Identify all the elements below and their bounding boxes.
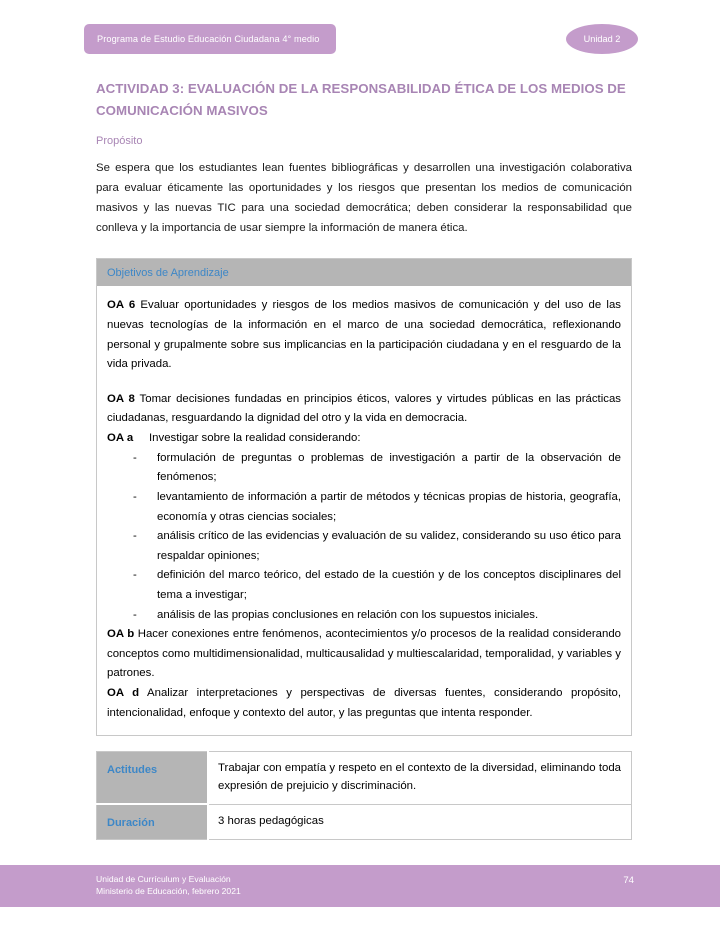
oa-d-block [107,684,621,723]
list-item-text: análisis crítico de las evidencias y evaluación de su validez, considerando su uso ético para respaldar opiniones; [157,530,621,562]
footer-attribution [96,873,241,898]
purpose-label: Propósito [96,135,143,148]
footer-line-1: Unidad de Currículum y Evaluación [96,874,231,884]
list-item-text: definición del marco teórico, del estado de la cuestión y de los conceptos disciplinares del tema a investigar; [157,569,621,601]
oa6-tag: OA 6 [107,299,136,312]
info-row-label-cell [97,752,209,804]
dash-marker-icon: - [133,569,137,582]
list-item-text: formulación de preguntas o problemas de investigación a partir de la observación de fenómenos; [157,451,621,484]
page-content [96,78,632,840]
objetivos-table-header [97,259,631,286]
list-item [107,566,621,605]
duracion-value: 3 horas pedagógicas [218,814,324,827]
dash-marker-icon: - [133,530,137,543]
unit-badge [566,24,638,54]
info-row-value-cell [208,752,632,804]
objetivos-de-aprendizaje-table [96,258,632,736]
oa-a-block [107,429,621,449]
oa-a-tag: OA a [107,432,134,445]
oa-a-text: Investigar sobre la realidad considerando: [149,432,361,445]
activity-info-table [96,751,632,840]
list-item-text: levantamiento de información a partir de métodos y técnicas propias de historia, geografía, economía y otras ciencias sociales; [157,490,621,523]
list-item [107,527,621,566]
oa-d-tag: OA d [107,687,140,700]
table-row [97,752,632,804]
info-row-label-cell [97,804,209,840]
table-row [97,804,632,840]
list-item [107,449,621,488]
oa6-text: Evaluar oportunidades y riesgos de los medios masivos de comunicación y del uso de las nuevas tecnologías de la información en el marco de una sociedad democrática, reflexionando personal y grupalmente sobre sus implicancias en la participación ciudadana y en el resguardo de la vida privada. [107,299,621,371]
list-item-text: análisis de las propias conclusiones en relación con los supuestos iniciales. [157,608,539,621]
list-item [107,488,621,527]
oa-d-text: Analizar interpretaciones y perspectivas de diversas fuentes, considerando propósito, intencionalidad, enfoque y contexto del autor, y las preguntas que intenta responder. [107,687,621,719]
purpose-paragraph: Se espera que los estudiantes lean fuentes bibliográficas y desarrollen una investigación colaborativa para evaluar éticamente las oportunidades y los riesgos que presentan los medios de comunicación masivos y las nuevas TIC para una sociedad democrática; deben considerar la responsabilidad que conlleva y la importancia de usar siempre la información de manera ética. [96,162,632,234]
oa-b-text: Hacer conexiones entre fenómenos, acontecimientos y/o procesos de la realidad considerando conceptos como multidimensionalidad, multicausalidad y multiescalaridad, temporalidad, y variables y patrones. [107,628,621,680]
oa-b-block [107,625,621,684]
oa-b-tag: OA b [107,628,135,641]
list-item [107,606,621,626]
oa6-block [107,296,621,374]
page-title: ACTIVIDAD 3: EVALUACIÓN DE LA RESPONSABILIDAD ÉTICA DE LOS MEDIOS DE COMUNICACIÓN MASIVOS [96,81,626,118]
oa8-tag: OA 8 [107,392,135,405]
dash-marker-icon: - [133,451,137,464]
program-header-label: Programa de Estudio Educación Ciudadana 4° medio [97,34,320,44]
program-header-tab [84,24,336,54]
page-footer [0,865,720,907]
objetivos-table-body [97,286,631,735]
oa8-text: Tomar decisiones fundadas en principios éticos, valores y virtudes públicas en las prácticas ciudadanas, resguardando la dignidad del otro y la vida en democracia. [107,392,621,425]
unit-badge-label: Unidad 2 [583,34,621,44]
actitudes-value: Trabajar con empatía y respeto en el contexto de la diversidad, eliminando toda expresión de prejuicio y discriminación. [218,762,621,792]
objetivos-table-header-label: Objetivos de Aprendizaje [107,266,229,279]
oa8-block [107,390,621,429]
oa-spacer [107,375,621,390]
actitudes-label: Actitudes [107,764,158,777]
page-number: 74 [623,875,634,886]
oa-a-list [107,449,621,625]
duracion-label: Duración [107,817,155,830]
info-row-value-cell [208,804,632,840]
footer-line-2: Ministerio de Educación, febrero 2021 [96,886,241,897]
dash-marker-icon: - [133,490,137,503]
dash-marker-icon: - [133,608,137,621]
